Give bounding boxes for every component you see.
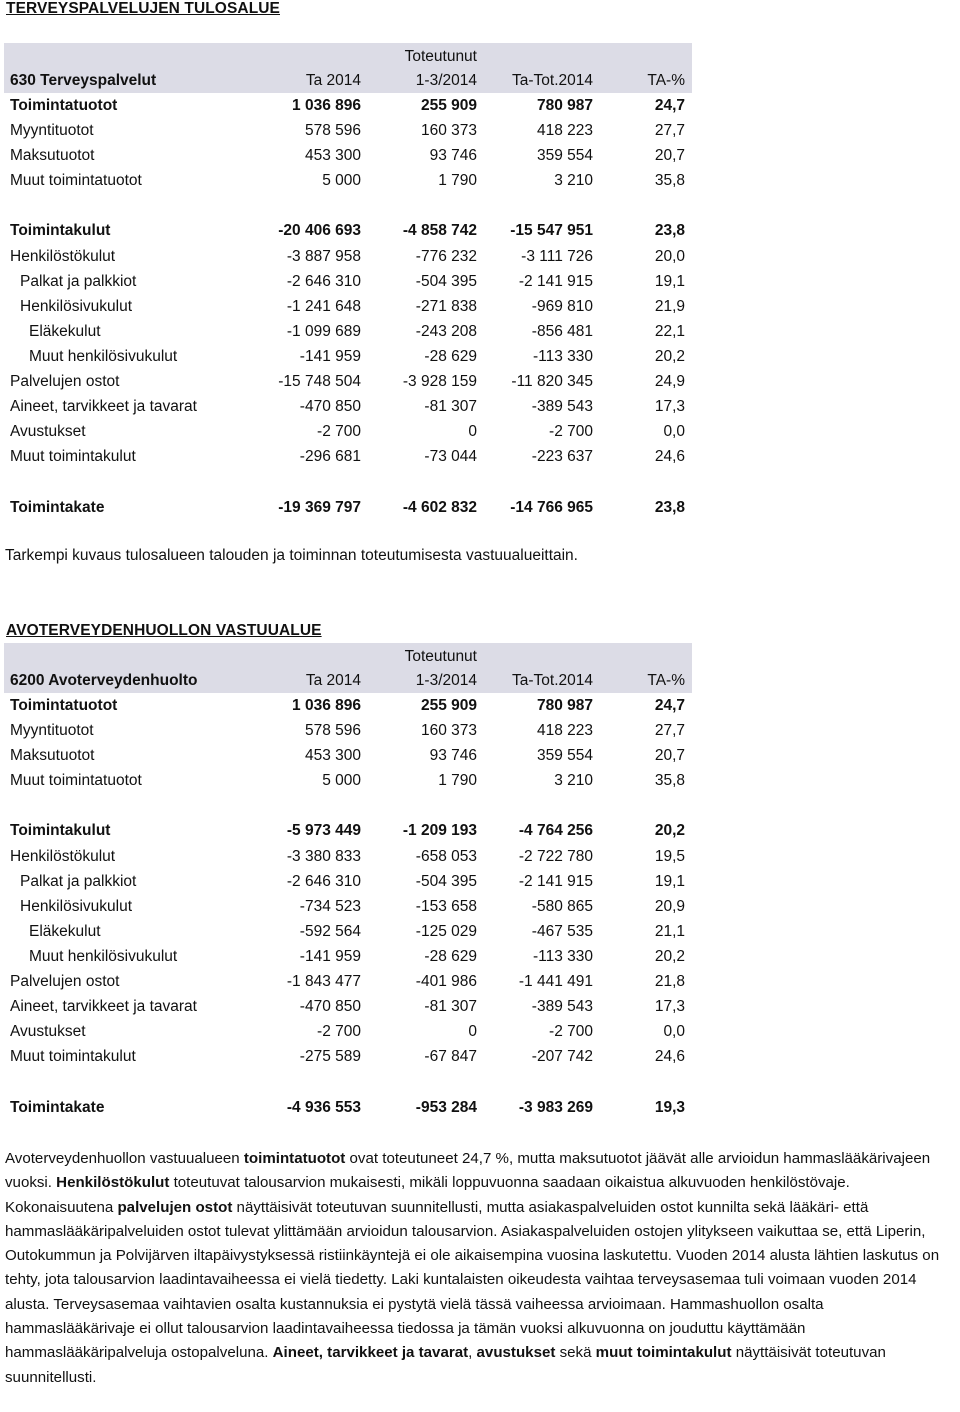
row-label: Toimintakulut: [10, 222, 111, 240]
table-row: [4, 1095, 692, 1120]
cell-ta-tot: 780 987: [536, 697, 593, 714]
cell-ta-pct: 35,8: [654, 772, 685, 790]
cell-toteutunut: -504 395: [415, 872, 477, 890]
row-label: Henkilöstökulut: [10, 847, 116, 865]
header-toteutunut: Toteutunut: [404, 48, 477, 65]
row-label: Toimintatuotot: [10, 697, 118, 714]
paragraph-text: näyttäisivät toteutuvan suunnitellusti.: [5, 1344, 886, 1386]
cell-ta-pct: 23,8: [654, 498, 685, 516]
cell-ta-tot: -389 543: [531, 398, 593, 416]
cell-ta-tot: -2 141 915: [518, 872, 593, 890]
cell-ta-pct: 20,2: [654, 822, 685, 840]
row-label: Muut henkilösivukulut: [29, 347, 178, 365]
paragraph-text: ,: [468, 1344, 477, 1362]
cell-toteutunut: -504 395: [415, 272, 477, 290]
header-diff: Ta-Tot.2014: [512, 72, 593, 89]
row-label: Henkilösivukulut: [20, 897, 132, 915]
cell-toteutunut: -81 307: [424, 398, 477, 416]
cell-ta-tot: 418 223: [536, 722, 593, 740]
cell-ta-2014: -141 959: [299, 947, 361, 965]
cell-ta-2014: -2 700: [317, 1023, 361, 1041]
row-label: Muut toimintakulut: [10, 1048, 136, 1066]
header-pct: TA-%: [647, 72, 685, 89]
row-label: Palkat ja palkkiot: [20, 872, 137, 890]
emphasis-text: avustukset: [476, 1344, 556, 1362]
cell-ta-tot: -15 547 951: [510, 222, 593, 240]
table-row: [4, 693, 692, 718]
cell-ta-2014: 1 036 896: [292, 97, 361, 114]
cell-ta-pct: 24,7: [654, 697, 685, 714]
paragraph-text: toteutuvat talousarvion mukaisesti, mikäli loppuvuonna saadaan oikaistua alkuvuoden henkilöstövaje. Kokonaisuutena: [5, 1174, 850, 1216]
cell-toteutunut: -28 629: [424, 947, 477, 965]
table-row: [4, 919, 692, 944]
cell-ta-pct: 21,8: [654, 973, 685, 991]
cell-ta-2014: -592 564: [299, 922, 361, 940]
cell-ta-2014: -19 369 797: [278, 498, 361, 516]
cell-toteutunut: 255 909: [420, 697, 477, 714]
cell-ta-tot: -2 722 780: [518, 847, 593, 865]
cell-ta-tot: -14 766 965: [510, 498, 593, 516]
header-row: [4, 668, 692, 693]
cell-toteutunut: 1 790: [438, 772, 477, 790]
cell-ta-pct: 24,6: [654, 448, 685, 466]
header-ta: Ta 2014: [305, 72, 361, 89]
cell-toteutunut: 0: [468, 423, 477, 441]
cell-ta-tot: -11 820 345: [511, 373, 593, 391]
cell-ta-pct: 27,7: [654, 722, 685, 740]
cell-ta-2014: -2 646 310: [286, 272, 361, 290]
cell-toteutunut: -73 044: [424, 448, 477, 466]
row-label: Avustukset: [10, 423, 86, 441]
cell-toteutunut: -3 928 159: [402, 373, 477, 391]
spacer-row: [4, 1069, 692, 1094]
cell-ta-2014: 578 596: [304, 122, 361, 140]
row-label: Palkat ja palkkiot: [20, 272, 137, 290]
cell-ta-2014: -1 099 689: [286, 322, 361, 340]
cell-toteutunut: -953 284: [415, 1098, 477, 1116]
cell-ta-tot: -113 330: [532, 347, 593, 365]
table-row: [4, 118, 692, 143]
cell-ta-2014: 578 596: [304, 722, 361, 740]
cell-toteutunut: -243 208: [415, 322, 477, 340]
paragraph-text: näyttäisivät toteutuvan suunnitellusti, mutta asiakaspalveluiden ostot kunnilta sekä lääkäri- että hammaslääkäripalveluiden ostot tulevat ylittämään arvioidun talousarvion. Asiakaspalveluiden ostojen ylitykseen vaikuttaa se, että Liperin, Outokummun ja Polvijärven iltapäivystyksessä ristiinkäyntejä ei ole aikaisempina vuosina laskutettu. Vuoden 2014 alusta lähtien laskutus on tehty, jota talousarvion laadintavaiheessa ei vielä tiedetty. Laki kuntalaisten oikeudesta vaihtaa terveysasemaa tuli voimaan vuoden 2014 alusta. Terveysasemaa vaihtavien osalta kustannuksia ei pystytä vielä tässä vaiheessa arvioimaan. Hammashuollon osalta hammaslääkärivaje ei ollut talousarvion laadintavaiheessa tiedossa ja tämän vuoksi alkuvuonna on jouduttu käyttämään hammaslääkäripalveluja ostopalveluna.: [5, 1198, 940, 1362]
emphasis-text: Aineet, tarvikkeet ja tavarat: [272, 1344, 469, 1362]
emphasis-text: muut toimintakulut: [595, 1344, 732, 1362]
table-row: [4, 419, 692, 444]
emphasis-text: toimintatuotot: [243, 1150, 346, 1167]
row-label: Eläkekulut: [29, 322, 101, 340]
cell-ta-pct: 24,7: [654, 97, 685, 114]
spacer-row: [4, 793, 692, 818]
row-label: Avustukset: [10, 1023, 86, 1041]
row-label: Muut toimintakulut: [10, 448, 136, 466]
cell-ta-2014: -1 241 648: [286, 297, 361, 315]
cell-ta-2014: -470 850: [299, 998, 361, 1016]
cell-toteutunut: -28 629: [424, 347, 477, 365]
table-row: [4, 768, 692, 793]
table-header: [4, 643, 692, 693]
cell-ta-2014: -5 973 449: [286, 822, 361, 840]
table-row: [4, 344, 692, 369]
cell-ta-2014: -2 646 310: [286, 872, 361, 890]
cell-ta-2014: -4 936 553: [286, 1098, 361, 1116]
cell-ta-pct: 22,1: [654, 322, 685, 340]
cell-ta-pct: 20,7: [654, 747, 685, 765]
table-row: [4, 718, 692, 743]
row-label: Palvelujen ostot: [10, 373, 120, 391]
table-avoterveydenhuolto: [4, 643, 692, 1120]
cell-ta-2014: -20 406 693: [278, 222, 361, 240]
row-label: Aineet, tarvikkeet ja tavarat: [10, 398, 197, 416]
cell-toteutunut: -658 053: [415, 847, 477, 865]
table-row: [4, 269, 692, 294]
table-row: [4, 818, 692, 843]
table-row: [4, 218, 692, 243]
cell-ta-2014: 5 000: [322, 772, 361, 790]
cell-toteutunut: -4 858 742: [402, 222, 477, 240]
cell-ta-tot: -580 865: [531, 897, 593, 915]
table-row: [4, 994, 692, 1019]
cell-toteutunut: -271 838: [415, 297, 477, 315]
cell-toteutunut: -125 029: [415, 922, 477, 940]
row-label: Muut toimintatuotot: [10, 172, 142, 190]
cell-ta-pct: 19,3: [654, 1098, 685, 1116]
cell-ta-2014: -275 589: [299, 1048, 361, 1066]
emphasis-text: Henkilöstökulut: [56, 1174, 170, 1192]
table-row: [4, 93, 692, 118]
cell-ta-pct: 20,9: [654, 897, 685, 915]
cell-ta-tot: -3 111 726: [521, 247, 593, 265]
cell-ta-2014: -734 523: [299, 897, 361, 915]
spacer-row: [4, 193, 692, 218]
cell-toteutunut: -776 232: [415, 247, 477, 265]
cell-ta-pct: 19,1: [654, 872, 685, 890]
cell-ta-2014: -296 681: [299, 448, 361, 466]
cell-ta-2014: -141 959: [299, 347, 361, 365]
cell-ta-pct: 21,1: [654, 922, 685, 940]
cell-toteutunut: 255 909: [420, 97, 477, 114]
section-title-vastuualue: AVOTERVEYDENHUOLLON VASTUUALUE: [6, 622, 322, 639]
emphasis-text: palvelujen ostot: [117, 1198, 233, 1216]
spacer-row: [4, 469, 692, 494]
cell-ta-tot: -223 637: [531, 448, 593, 466]
cell-ta-pct: 17,3: [654, 998, 685, 1016]
header-tot: 1-3/2014: [415, 672, 477, 689]
row-label: Toimintakate: [10, 498, 105, 516]
paragraph-text: Avoterveydenhuollon vastuualueen: [5, 1150, 244, 1167]
cell-toteutunut: 160 373: [420, 722, 477, 740]
cell-ta-tot: -113 330: [532, 947, 593, 965]
cell-toteutunut: 0: [468, 1023, 477, 1041]
cell-toteutunut: 93 746: [429, 747, 477, 765]
cell-ta-2014: -15 748 504: [278, 373, 361, 391]
cell-ta-tot: -207 742: [531, 1048, 593, 1066]
paragraph-text: sekä: [555, 1344, 596, 1362]
table-row: [4, 294, 692, 319]
cell-ta-tot: 359 554: [536, 147, 593, 165]
cell-ta-tot: -4 764 256: [518, 822, 593, 840]
row-label: Eläkekulut: [29, 922, 101, 940]
summary-paragraph: [5, 1147, 957, 1390]
cell-ta-2014: 453 300: [304, 747, 361, 765]
table-header: [4, 43, 692, 93]
cell-toteutunut: 160 373: [420, 122, 477, 140]
table-row: [4, 969, 692, 994]
cell-ta-tot: -969 810: [531, 297, 593, 315]
cell-ta-pct: 35,8: [654, 172, 685, 190]
table-row: [4, 944, 692, 969]
table-row: [4, 894, 692, 919]
row-label: Toimintatuotot: [10, 97, 118, 114]
table-body: [4, 693, 692, 1120]
cell-ta-tot: 3 210: [554, 172, 593, 190]
row-label: Myyntituotot: [10, 722, 94, 740]
header-row: [4, 68, 692, 93]
table-row: [4, 495, 692, 520]
paragraph-text: ovat toteutuneet 24,7 %, mutta maksutuotot jäävät alle arvioidun hammaslääkärivajeen vuoksi.: [5, 1150, 931, 1192]
cell-ta-tot: -856 481: [531, 322, 593, 340]
cell-ta-pct: 20,2: [654, 347, 685, 365]
cell-ta-tot: 3 210: [554, 772, 593, 790]
cell-toteutunut: 1 790: [438, 172, 477, 190]
header-unit: 6200 Avoterveydenhuolto: [10, 672, 198, 689]
row-label: Muut henkilösivukulut: [29, 947, 178, 965]
table-row: [4, 444, 692, 469]
table-terveyspalvelut: [4, 43, 692, 520]
table-row: [4, 168, 692, 193]
table-row: [4, 394, 692, 419]
cell-ta-2014: 5 000: [322, 172, 361, 190]
row-label: Toimintakulut: [10, 822, 111, 840]
cell-ta-2014: -3 887 958: [286, 247, 361, 265]
cell-ta-tot: 359 554: [536, 747, 593, 765]
table-row: [4, 369, 692, 394]
cell-ta-tot: -467 535: [531, 922, 593, 940]
cell-ta-tot: -1 441 491: [518, 973, 593, 991]
table-row: [4, 869, 692, 894]
row-label: Maksutuotot: [10, 147, 95, 165]
cell-ta-tot: -389 543: [531, 998, 593, 1016]
row-label: Muut toimintatuotot: [10, 772, 142, 790]
header-toteutunut: Toteutunut: [404, 648, 477, 665]
table-row: [4, 319, 692, 344]
cell-ta-pct: 0,0: [663, 423, 685, 441]
cell-ta-pct: 20,7: [654, 147, 685, 165]
header-tot: 1-3/2014: [415, 72, 477, 89]
row-label: Henkilöstökulut: [10, 247, 116, 265]
cell-ta-pct: 24,6: [654, 1048, 685, 1066]
header-diff: Ta-Tot.2014: [512, 672, 593, 689]
header-ta: Ta 2014: [305, 672, 361, 689]
section-title-tulosalue: TERVEYSPALVELUJEN TULOSALUE: [6, 0, 280, 17]
cell-toteutunut: -401 986: [415, 973, 477, 991]
header-pct: TA-%: [647, 672, 685, 689]
cell-toteutunut: -1 209 193: [402, 822, 477, 840]
cell-toteutunut: 93 746: [429, 147, 477, 165]
cell-ta-2014: 1 036 896: [292, 697, 361, 714]
cell-ta-pct: 20,2: [654, 947, 685, 965]
cell-ta-tot: -2 700: [549, 1023, 593, 1041]
header-unit: 630 Terveyspalvelut: [10, 72, 157, 89]
cell-ta-pct: 21,9: [654, 297, 685, 315]
cell-toteutunut: -67 847: [424, 1048, 477, 1066]
table-row: [4, 244, 692, 269]
cell-ta-pct: 20,0: [654, 247, 685, 265]
cell-ta-2014: 453 300: [304, 147, 361, 165]
cell-toteutunut: -153 658: [415, 897, 477, 915]
cell-ta-tot: 418 223: [536, 122, 593, 140]
table-row: [4, 1019, 692, 1044]
cell-toteutunut: -4 602 832: [402, 498, 477, 516]
cell-ta-pct: 19,5: [654, 847, 685, 865]
cell-ta-2014: -2 700: [317, 423, 361, 441]
row-label: Henkilösivukulut: [20, 297, 132, 315]
cell-ta-pct: 23,8: [654, 222, 685, 240]
row-label: Palvelujen ostot: [10, 973, 120, 991]
cell-ta-tot: -3 983 269: [518, 1098, 593, 1116]
table-row: [4, 743, 692, 768]
section1-note: Tarkempi kuvaus tulosalueen talouden ja toiminnan toteutumisesta vastuualueittain.: [5, 547, 578, 564]
table-row: [4, 844, 692, 869]
row-label: Myyntituotot: [10, 122, 94, 140]
cell-ta-pct: 0,0: [663, 1023, 685, 1041]
cell-ta-pct: 19,1: [654, 272, 685, 290]
cell-toteutunut: -81 307: [424, 998, 477, 1016]
cell-ta-pct: 27,7: [654, 122, 685, 140]
table-row: [4, 143, 692, 168]
row-label: Toimintakate: [10, 1098, 105, 1116]
table-body: [4, 93, 692, 520]
cell-ta-2014: -470 850: [299, 398, 361, 416]
cell-ta-pct: 24,9: [654, 373, 685, 391]
cell-ta-pct: 17,3: [654, 398, 685, 416]
table-row: [4, 1044, 692, 1069]
row-label: Aineet, tarvikkeet ja tavarat: [10, 998, 197, 1016]
cell-ta-tot: -2 141 915: [518, 272, 593, 290]
cell-ta-tot: 780 987: [536, 97, 593, 114]
cell-ta-tot: -2 700: [549, 423, 593, 441]
row-label: Maksutuotot: [10, 747, 95, 765]
cell-ta-2014: -3 380 833: [286, 847, 361, 865]
cell-ta-2014: -1 843 477: [286, 973, 361, 991]
